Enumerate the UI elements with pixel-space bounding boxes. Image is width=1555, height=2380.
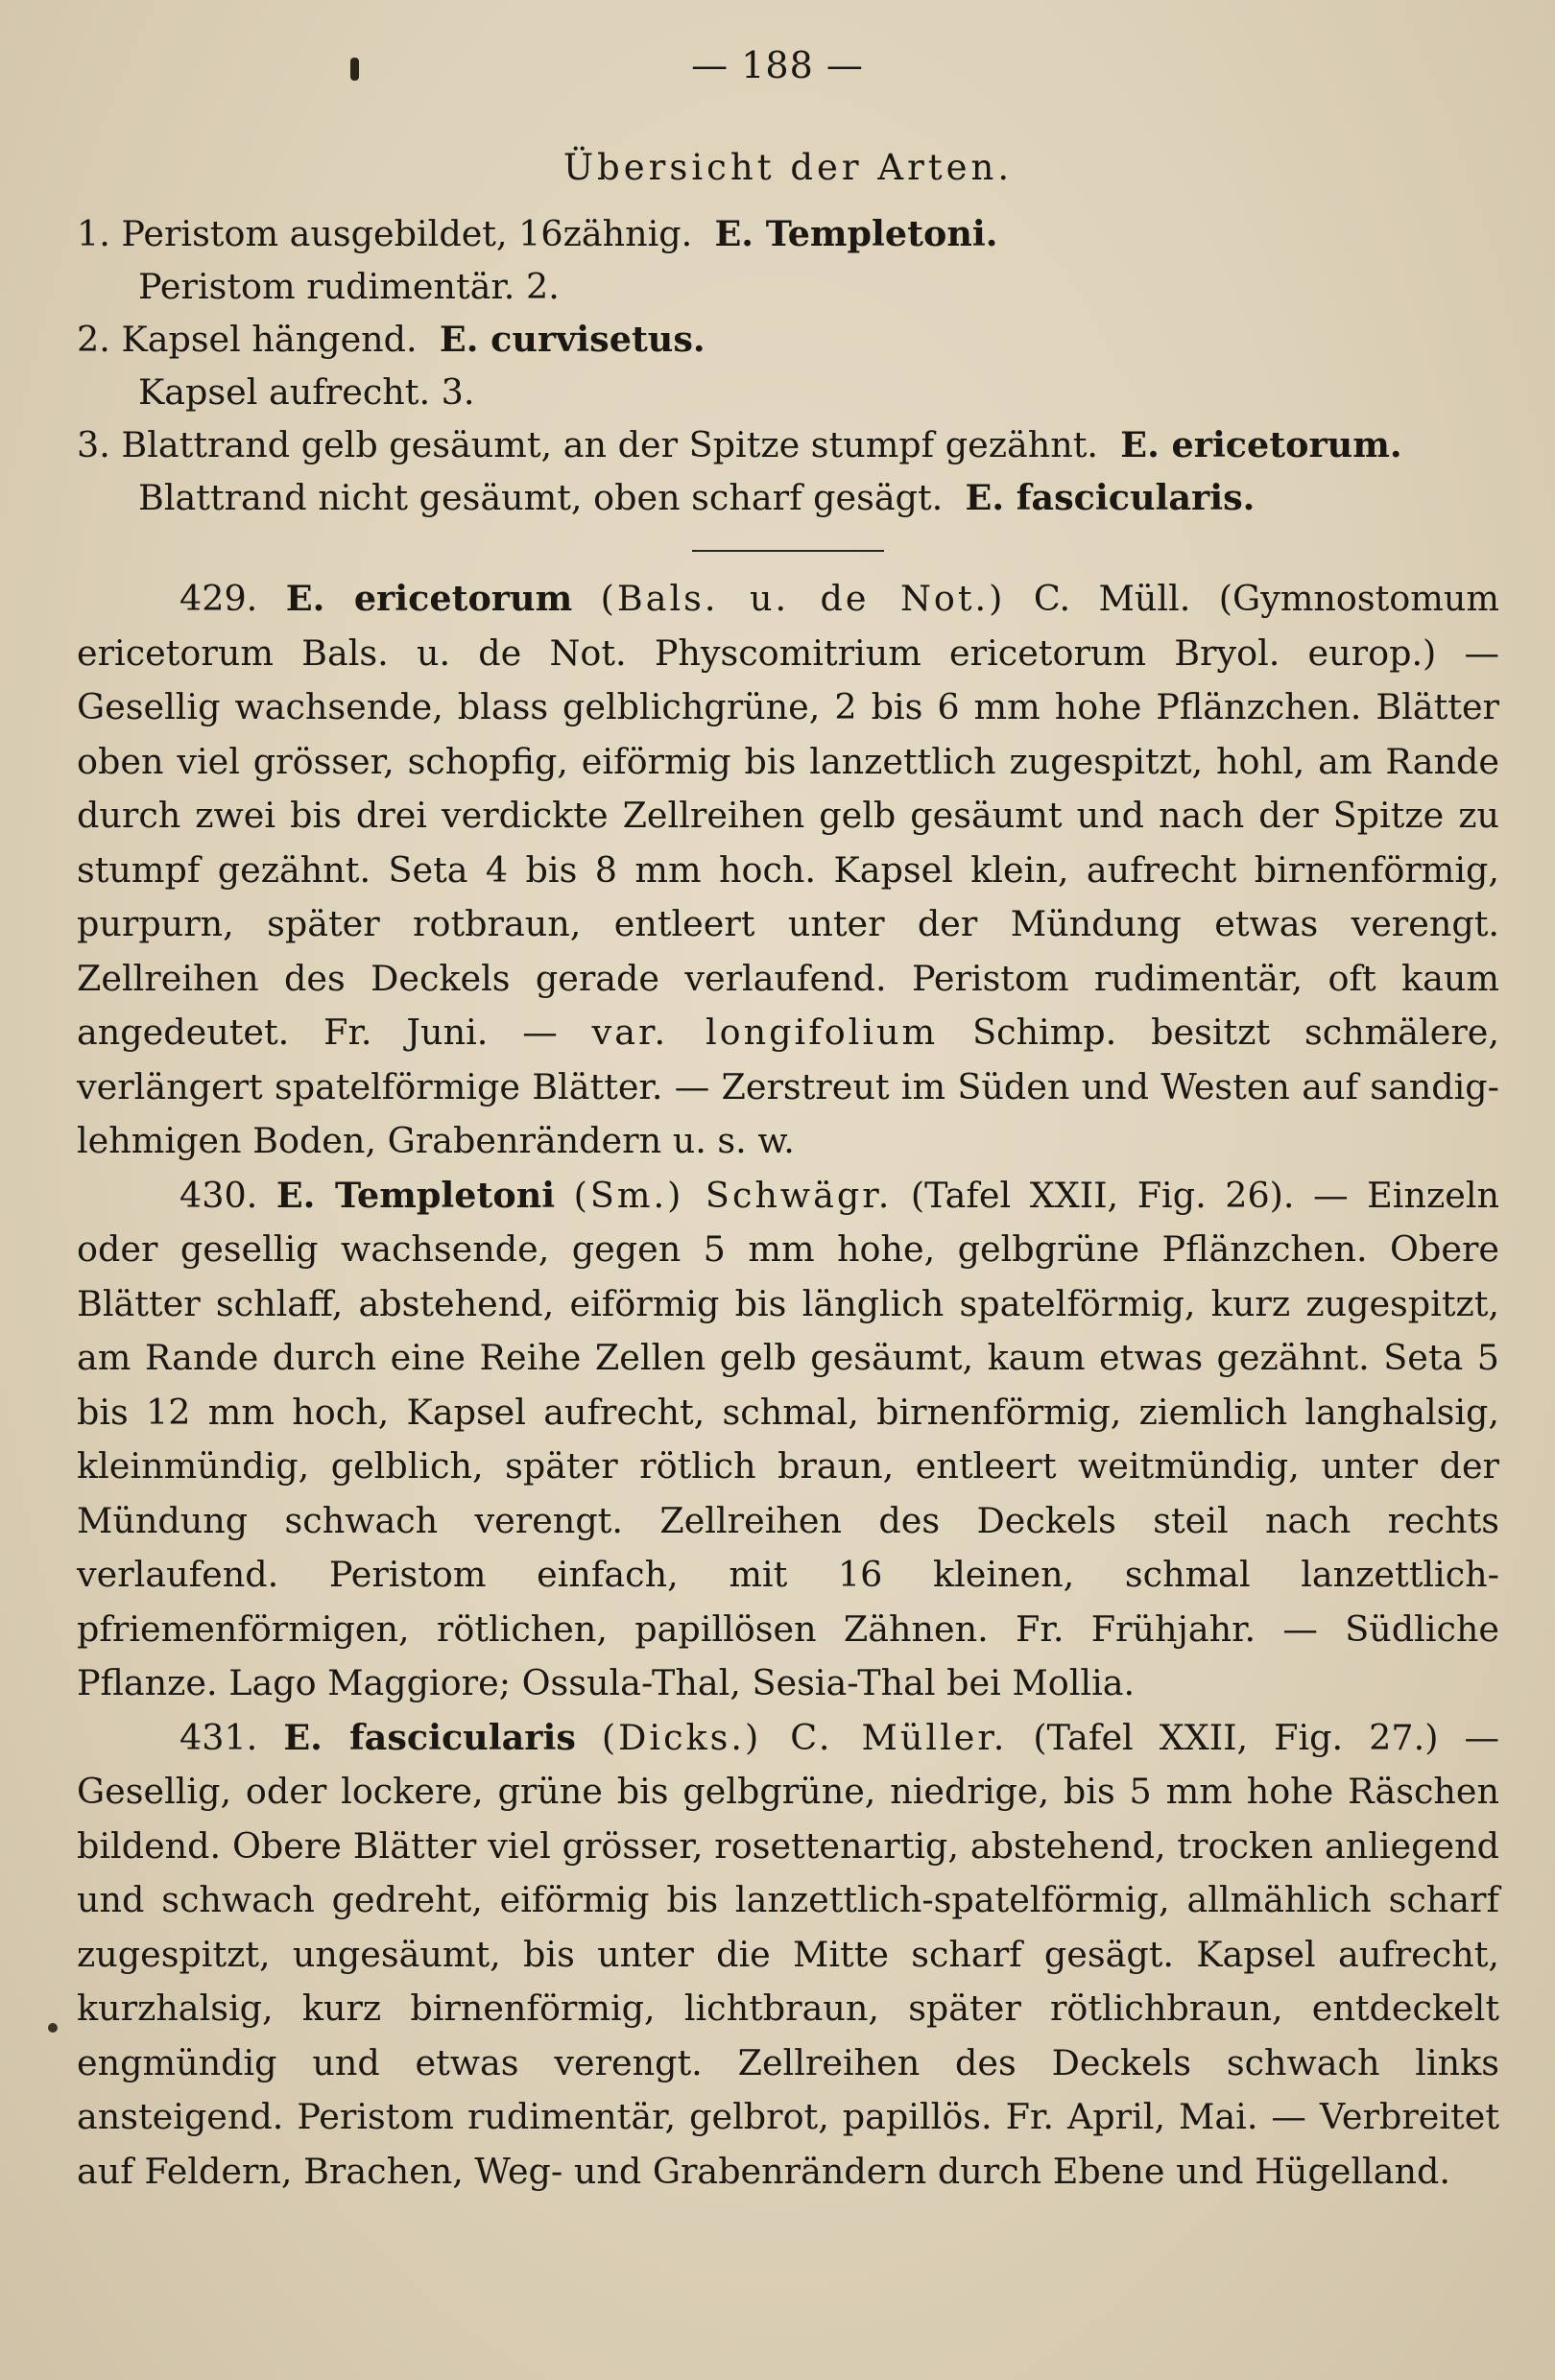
species-entry-431: [77, 1711, 1499, 2200]
species-number: 430.: [179, 1174, 258, 1216]
key-line-text: 2. Kapsel hängend.: [77, 319, 418, 360]
variety-label: var. longifolium: [591, 1012, 939, 1053]
species-entry-430: [77, 1169, 1499, 1711]
species-description: (Tafel XXII, Fig. 27.) — Gesellig, oder lockere, grüne bis gelbgrüne, niedrige, bis 5 mm hohe Räschen bildend. Obere Blätter viel grösser, rosettenartig, abstehend, trocken anliegend und schwach gedreht, eiförmig bis lanzettlich-spatelförmig, allmählich scharf zugespitzt, ungesäumt, bis unter die Mitte scharf gesägt. Kapsel aufrecht, kurzhalsig, kurz birnenförmig, lichtbraun, später rötlichbraun, entdeckelt engmündig und etwas verengt. Zellreihen des Deckels schwach links ansteigend. Peristom rudimentär, gelbrot, papillös. Fr. April, Mai. — Verbreitet auf Feldern, Brachen, Weg- und Grabenrändern durch Ebene und Hügelland.: [77, 1716, 1499, 2192]
species-number: 431.: [179, 1716, 258, 1758]
key-line-text: 3. Blattrand gelb gesäumt, an der Spitze stumpf gezähnt.: [77, 424, 1099, 465]
key-line-taxon: E. fascicularis.: [965, 477, 1256, 518]
species-name: E. fascicularis: [283, 1716, 576, 1758]
species-number: 429.: [179, 578, 258, 619]
species-description-cont: Schimp. besitzt schmälere, verlängert spatelförmige Blätter. — Zerstreut im Süden und Westen auf sandig-lehmigen Boden, Grabenrändern u. s. w.: [77, 1012, 1499, 1161]
page-number: — 188 —: [691, 44, 864, 86]
key-line-text: 1. Peristom ausgebildet, 16zähnig.: [77, 213, 693, 254]
key-line: [77, 418, 1499, 471]
key-line-taxon: E. Templetoni.: [714, 213, 998, 254]
key-line: [77, 313, 1499, 366]
key-line: [77, 260, 1499, 313]
section-divider: [692, 550, 884, 552]
key-line-taxon: E. curvisetus.: [439, 319, 706, 360]
key-line-text: Blattrand nicht gesäumt, oben scharf gesägt.: [138, 477, 944, 518]
species-author: (Sm.) Schwägr.: [573, 1174, 893, 1216]
species-author: (Bals. u. de Not.): [600, 578, 1006, 619]
identification-key: [77, 207, 1499, 524]
species-name: E. Templetoni: [275, 1174, 556, 1216]
species-name: E. ericetorum: [285, 578, 573, 619]
page-content: [77, 142, 1499, 2199]
key-line-taxon: E. ericetorum.: [1120, 424, 1402, 465]
ink-speck: [48, 2023, 58, 2033]
species-description: (Tafel XXII, Fig. 26). — Einzeln oder gesellig wachsende, gegen 5 mm hohe, gelbgrüne Pflänzchen. Obere Blätter schlaff, abstehend, eiförmig bis länglich spatelförmig, kurz zugespitzt, am Rande durch eine Reihe Zellen gelb gesäumt, kaum etwas gezähnt. Seta 5 bis 12 mm hoch, Kapsel aufrecht, schmal, birnenförmig, ziemlich langhalsig, kleinmündig, gelblich, später rötlich braun, entleert weitmündig, unter der Mündung schwach verengt. Zellreihen des Deckels steil nach rechts verlaufend. Peristom einfach, mit 16 kleinen, schmal lanzettlich-pfriemenförmigen, rötlichen, papillösen Zähnen. Fr. Frühjahr. — Südliche Pflanze. Lago Maggiore; Ossula-Thal, Sesia-Thal bei Mollia.: [77, 1174, 1499, 1703]
key-line-text: Kapsel aufrecht. 3.: [138, 371, 475, 413]
section-heading: Übersicht der Arten.: [562, 147, 1014, 188]
species-description: C. Müll. (Gymnostomum ericetorum Bals. u. de Not. Physcomitrium ericetorum Bryol. europ.) — Gesellig wachsende, blass gelblichgrüne, 2 bis 6 mm hohe Pflänzchen. Blätter oben viel grösser, schopfig, eiförmig bis lanzettlich zugespitzt, hohl, am Rande durch zwei bis drei verdickte Zellreihen gelb gesäumt und nach der Spitze zu stumpf gezähnt. Seta 4 bis 8 mm hoch. Kapsel klein, aufrecht birnenförmig, purpurn, später rotbraun, entleert unter der Mündung etwas verengt. Zellreihen des Deckels gerade verlaufend. Peristom rudimentär, oft kaum angedeutet. Fr. Juni. —: [77, 578, 1500, 1053]
key-line: [77, 366, 1499, 418]
key-line-text: Peristom rudimentär. 2.: [138, 266, 560, 307]
key-line: [77, 207, 1499, 260]
key-line: [77, 471, 1499, 524]
species-author: (Dicks.) C. Müller.: [601, 1716, 1008, 1758]
species-entry-429: [77, 572, 1499, 1169]
